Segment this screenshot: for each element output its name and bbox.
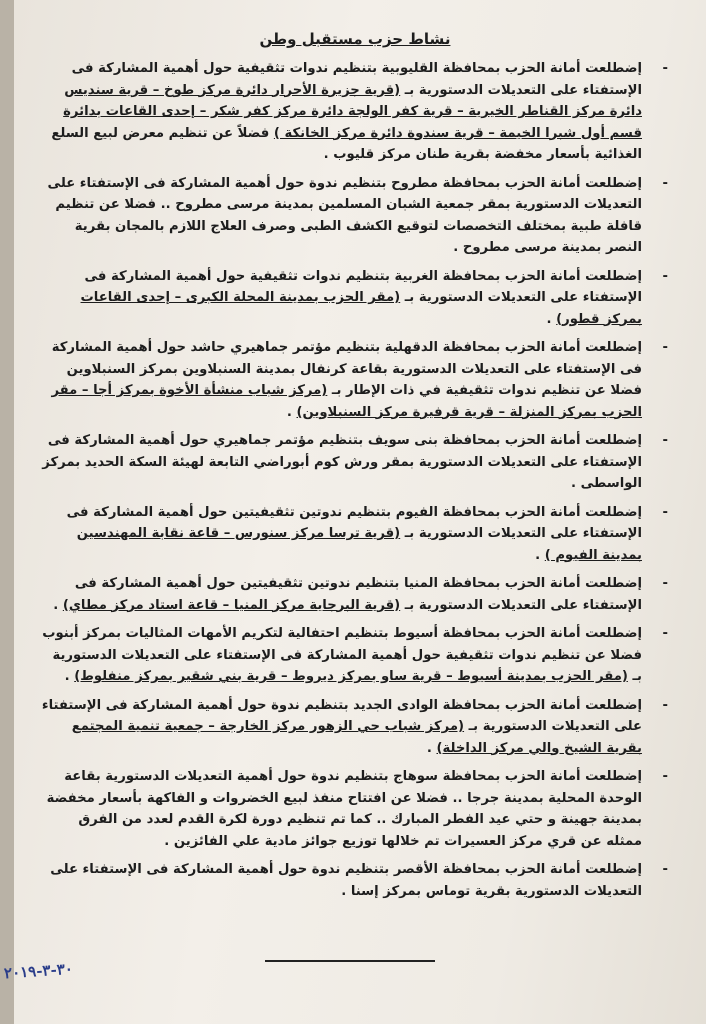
- list-item: - إضطلعت أمانة الحزب بمحافظة سوهاج بتنظيم ندوة حول أهمية التعديلات الدستورية بقاعة الوحدة المحلية بمدينة جرجا .. فضلا عن افتتاح منفذ لبيع الخضروات و الفاكهة بأسعار مخفضة بمدينة جهينة و حتي عيد الفطر المبارك .. كما تم تنظيم دورة لكرة القدم لعدد من الفرق ممثله عن قري مركز العسيرات تم خلالها توزيع جوائز مادية علي الفائزين .: [40, 766, 670, 852]
- bullet: -: [662, 769, 668, 784]
- list-item: - إضطلعت أمانة الحزب بمحافظة الفيوم بتنظيم ندوتين تثقيفيتين حول أهمية المشاركة فى الإستفتاء على التعديلات الدستورية بـ (قرية ترسا مركز سنورس – قاعة نقابة المهندسين بمدينة الفيوم ) .: [40, 502, 670, 567]
- bullet: -: [662, 626, 668, 641]
- list-item: - إضطلعت أمانة الحزب بمحافظة الغربية بتنظيم ندوات تثقيفية حول أهمية المشاركة فى الإستفتاء على التعديلات الدستورية بـ (مقر الحزب بمدينة المحلة الكبرى – إحدى القاعات بمركز قطور) .: [40, 266, 670, 331]
- list-item: - إضطلعت أمانة الحزب بمحافظة الوادى الجديد بتنظيم ندوة حول أهمية المشاركة فى الإستفتاء على التعديلات الدستورية بـ (مركز شباب حي الزهور مركز الخارجة – جمعية تنمية المجتمع بقرية الشيخ والي مركز الداخلة) .: [40, 695, 670, 760]
- bullet: -: [662, 340, 668, 355]
- end-rule: [265, 960, 435, 962]
- list-item: - إضطلعت أمانة الحزب بمحافظة الأقصر بتنظيم ندوة حول أهمية المشاركة فى الإستفتاء على التعديلات الدستورية بقرية توماس بمركز إسنا .: [40, 859, 670, 902]
- list-item: - إضطلعت أمانة الحزب بمحافظة المنيا بتنظيم ندوتين تثقيفيتين حول أهمية المشاركة فى الإستفتاء على التعديلات الدستورية بـ (قرية البرجاية مركز المنيا – قاعة استاد مركز مطاي) .: [40, 573, 670, 616]
- list-item: - إضطلعت أمانة الحزب بمحافظة القليوبية بتنظيم ندوات تثقيفية حول أهمية المشاركة فى الإستفتاء على التعديلات الدستورية بـ (قرية جزيرة الأحرار دائرة مركز طوخ – قرية سنديس دائرة مركز القناطر الخيرية – قرية كفر الولجة دائرة مركز كفر شكر – إحدى القاعات بدائرة قسم أول شبرا الخيمة – قرية سندوة دائرة مركز الخانكة ) فضلاً عن تنظيم معرض لبيع السلع الغذائية بأسعار مخفضة بقرية طنان مركز قليوب .: [40, 58, 670, 166]
- bullet: -: [662, 433, 668, 448]
- page-title: نشاط حزب مستقبل وطن: [259, 30, 451, 48]
- bullet: -: [662, 175, 668, 191]
- list-item: - إضطلعت أمانة الحزب بمحافظة الدقهلية بتنظيم مؤتمر جماهيري حاشد حول أهمية المشاركة فى الإستفتاء على التعديلات الدستورية بقاعة كرنفال بمدينة السنبلاوين بمركز السنبلاوين فضلا عن تنظيم ندوات تثقيفية في ذات الإطار بـ (مركز شباب منشأة الأخوة بمركز أجا – مقر الحزب بمركز المنزلة – قرية قرفيرة مركز السنبلاوين) .: [40, 337, 670, 423]
- bullet: -: [662, 268, 668, 284]
- bullet: -: [662, 61, 668, 76]
- bullet: -: [662, 862, 668, 877]
- document-body: [40, 30, 670, 909]
- bullet: -: [662, 504, 668, 520]
- list-item: - إضطلعت أمانة الحزب بمحافظة أسيوط بتنظيم احتفالية لتكريم الأمهات المثاليات بمركز أبنوب فضلا عن تنظيم ندوات تثقيفية حول أهمية المشاركة فى الإستفتاء على التعديلات الدستورية بـ (مقر الحزب بمدينة أسيوط – قرية ساو بمركز ديروط – قرية بني شقير بمركز منفلوط) .: [40, 623, 670, 688]
- list-item: - إضطلعت أمانة الحزب بمحافظة مطروح بتنظيم ندوة حول أهمية المشاركة فى الإستفتاء على التعديلات الدستورية بمقر جمعية الشبان المسلمين بمدينة مرسى مطروح .. فضلا عن تنظيم قافلة طبية بمختلف التخصصات لتوقيع الكشف الطبى وصرف العلاج اللازم بالمجان بقرية النصر بمدينة مرسى مطروح .: [40, 173, 670, 259]
- bullet: -: [662, 697, 668, 713]
- list-item: - إضطلعت أمانة الحزب بمحافظة بنى سويف بتنظيم مؤتمر جماهيري حول أهمية المشاركة فى الإستفتاء على التعديلات الدستورية بمقر ورش كوم أبوراضي التابعة لهيئة السكة الحديد بمركز الواسطى .: [40, 430, 670, 495]
- bullet: -: [662, 576, 668, 591]
- handwritten-date: ٣٠-٣-٢٠١٩: [3, 959, 74, 983]
